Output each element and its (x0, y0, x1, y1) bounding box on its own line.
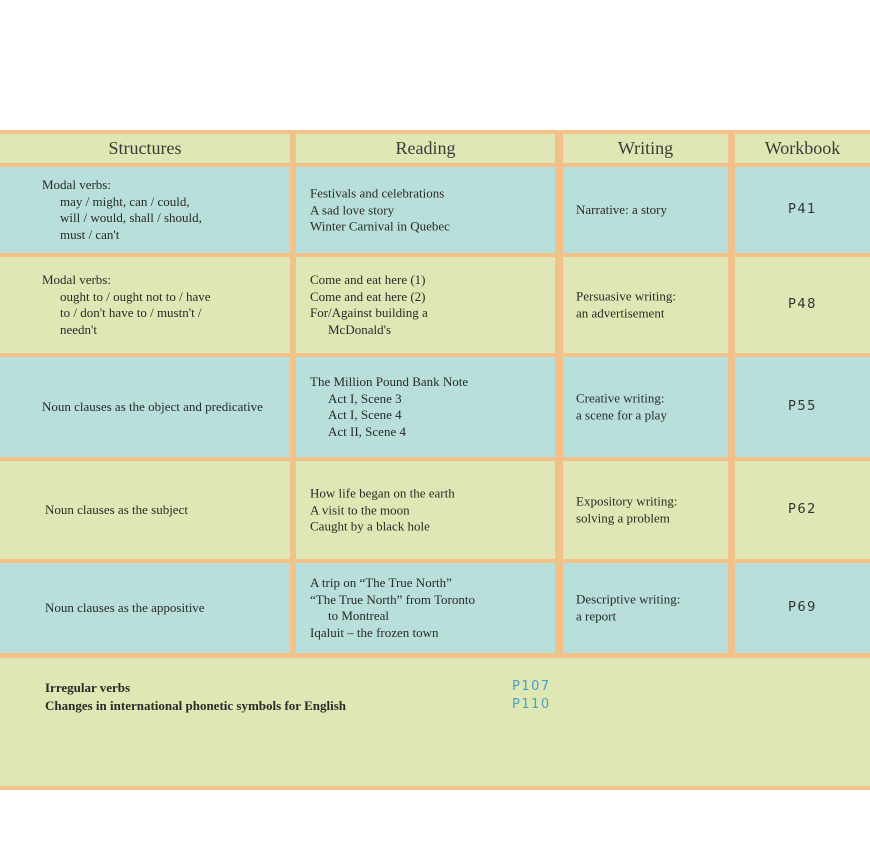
row4-workbook (735, 461, 870, 559)
reading-line: How life began on the earth (310, 485, 455, 501)
row1-structures (0, 167, 290, 253)
row2-structures (0, 257, 290, 353)
row1-workbook (735, 167, 870, 253)
row4-reading (296, 461, 555, 559)
reading-line: McDonald's (328, 321, 392, 337)
reading-line: Act I, Scene 3 (328, 390, 402, 406)
writing-line: a scene for a play (576, 407, 667, 422)
writing-line: Persuasive writing: (576, 288, 677, 304)
row5-structures (0, 563, 290, 653)
header-workbook (735, 134, 870, 163)
appendix-page-link[interactable]: P110 (512, 697, 551, 712)
workbook-page: P62 (788, 501, 817, 517)
appendix-page-link[interactable]: P107 (512, 679, 551, 694)
row3-structures (0, 357, 290, 457)
row2-workbook (735, 257, 870, 353)
reading-line: “The True North” from Toronto (310, 591, 475, 607)
workbook-page: P48 (788, 296, 817, 312)
structures-line: may / might, can / could, (60, 193, 190, 209)
row3-reading (296, 357, 555, 457)
header-reading-label: Reading (395, 138, 456, 159)
writing-line: Expository writing: (576, 493, 678, 509)
reading-line: Act II, Scene 4 (328, 423, 406, 439)
reading-line: For/Against building a (310, 305, 428, 320)
row1-reading (296, 167, 555, 253)
header-reading (296, 134, 555, 163)
appendix-item-label: Changes in international phonetic symbols for English (45, 698, 346, 713)
row3-writing (563, 357, 728, 457)
writing-line: Narrative: a story (576, 201, 667, 217)
structures-line: Modal verbs: (42, 177, 111, 192)
header-workbook-label: Workbook (764, 138, 841, 159)
header-writing-label: Writing (617, 138, 674, 159)
row2-reading (296, 257, 555, 353)
header-writing (563, 134, 728, 163)
workbook-page: P69 (788, 599, 817, 615)
appendix-section (0, 658, 870, 790)
reading-line: A trip on “The True North” (310, 575, 452, 590)
reading-line: A visit to the moon (310, 501, 410, 517)
reading-line: A sad love story (310, 201, 395, 217)
writing-line: solving a problem (576, 510, 670, 525)
row1-writing (563, 167, 728, 253)
reading-line: Caught by a black hole (310, 518, 430, 534)
workbook-page: P41 (788, 201, 817, 217)
reading-line: Winter Carnival in Quebec (310, 218, 450, 234)
writing-line: an advertisement (576, 305, 665, 320)
row4-structures (0, 461, 290, 559)
header-structures (0, 134, 290, 163)
reading-line: Iqaluit – the frozen town (310, 624, 439, 640)
reading-line: to Montreal (328, 608, 390, 623)
structures-line: Modal verbs: (42, 272, 111, 287)
structures-line: Noun clauses as the object and predicative (42, 398, 263, 414)
structures-line: needn't (60, 321, 97, 337)
reading-line: Come and eat here (2) (310, 288, 426, 304)
reading-line: Come and eat here (1) (310, 272, 426, 287)
reading-line: Festivals and celebrations (310, 185, 445, 201)
structures-line: must / can't (60, 226, 120, 242)
row5-reading (296, 563, 555, 653)
row2-writing (563, 257, 728, 353)
reading-line: The Million Pound Bank Note (310, 374, 469, 389)
structures-line: Noun clauses as the appositive (45, 599, 205, 615)
writing-line: a report (576, 608, 617, 623)
row4-writing (563, 461, 728, 559)
writing-line: Descriptive writing: (576, 591, 681, 607)
workbook-page: P55 (788, 398, 817, 414)
writing-line: Creative writing: (576, 390, 665, 406)
row5-writing (563, 563, 728, 653)
contents-table (0, 130, 870, 658)
row5-workbook (735, 563, 870, 653)
structures-line: Noun clauses as the subject (45, 501, 188, 517)
header-structures-label: Structures (108, 138, 182, 159)
structures-line: ought to / ought not to / have (60, 288, 211, 304)
reading-line: Act I, Scene 4 (328, 407, 402, 422)
row3-workbook (735, 357, 870, 457)
appendix-item-label: Irregular verbs (45, 680, 131, 695)
structures-line: will / would, shall / should, (60, 210, 202, 225)
structures-line: to / don't have to / mustn't / (60, 305, 202, 320)
